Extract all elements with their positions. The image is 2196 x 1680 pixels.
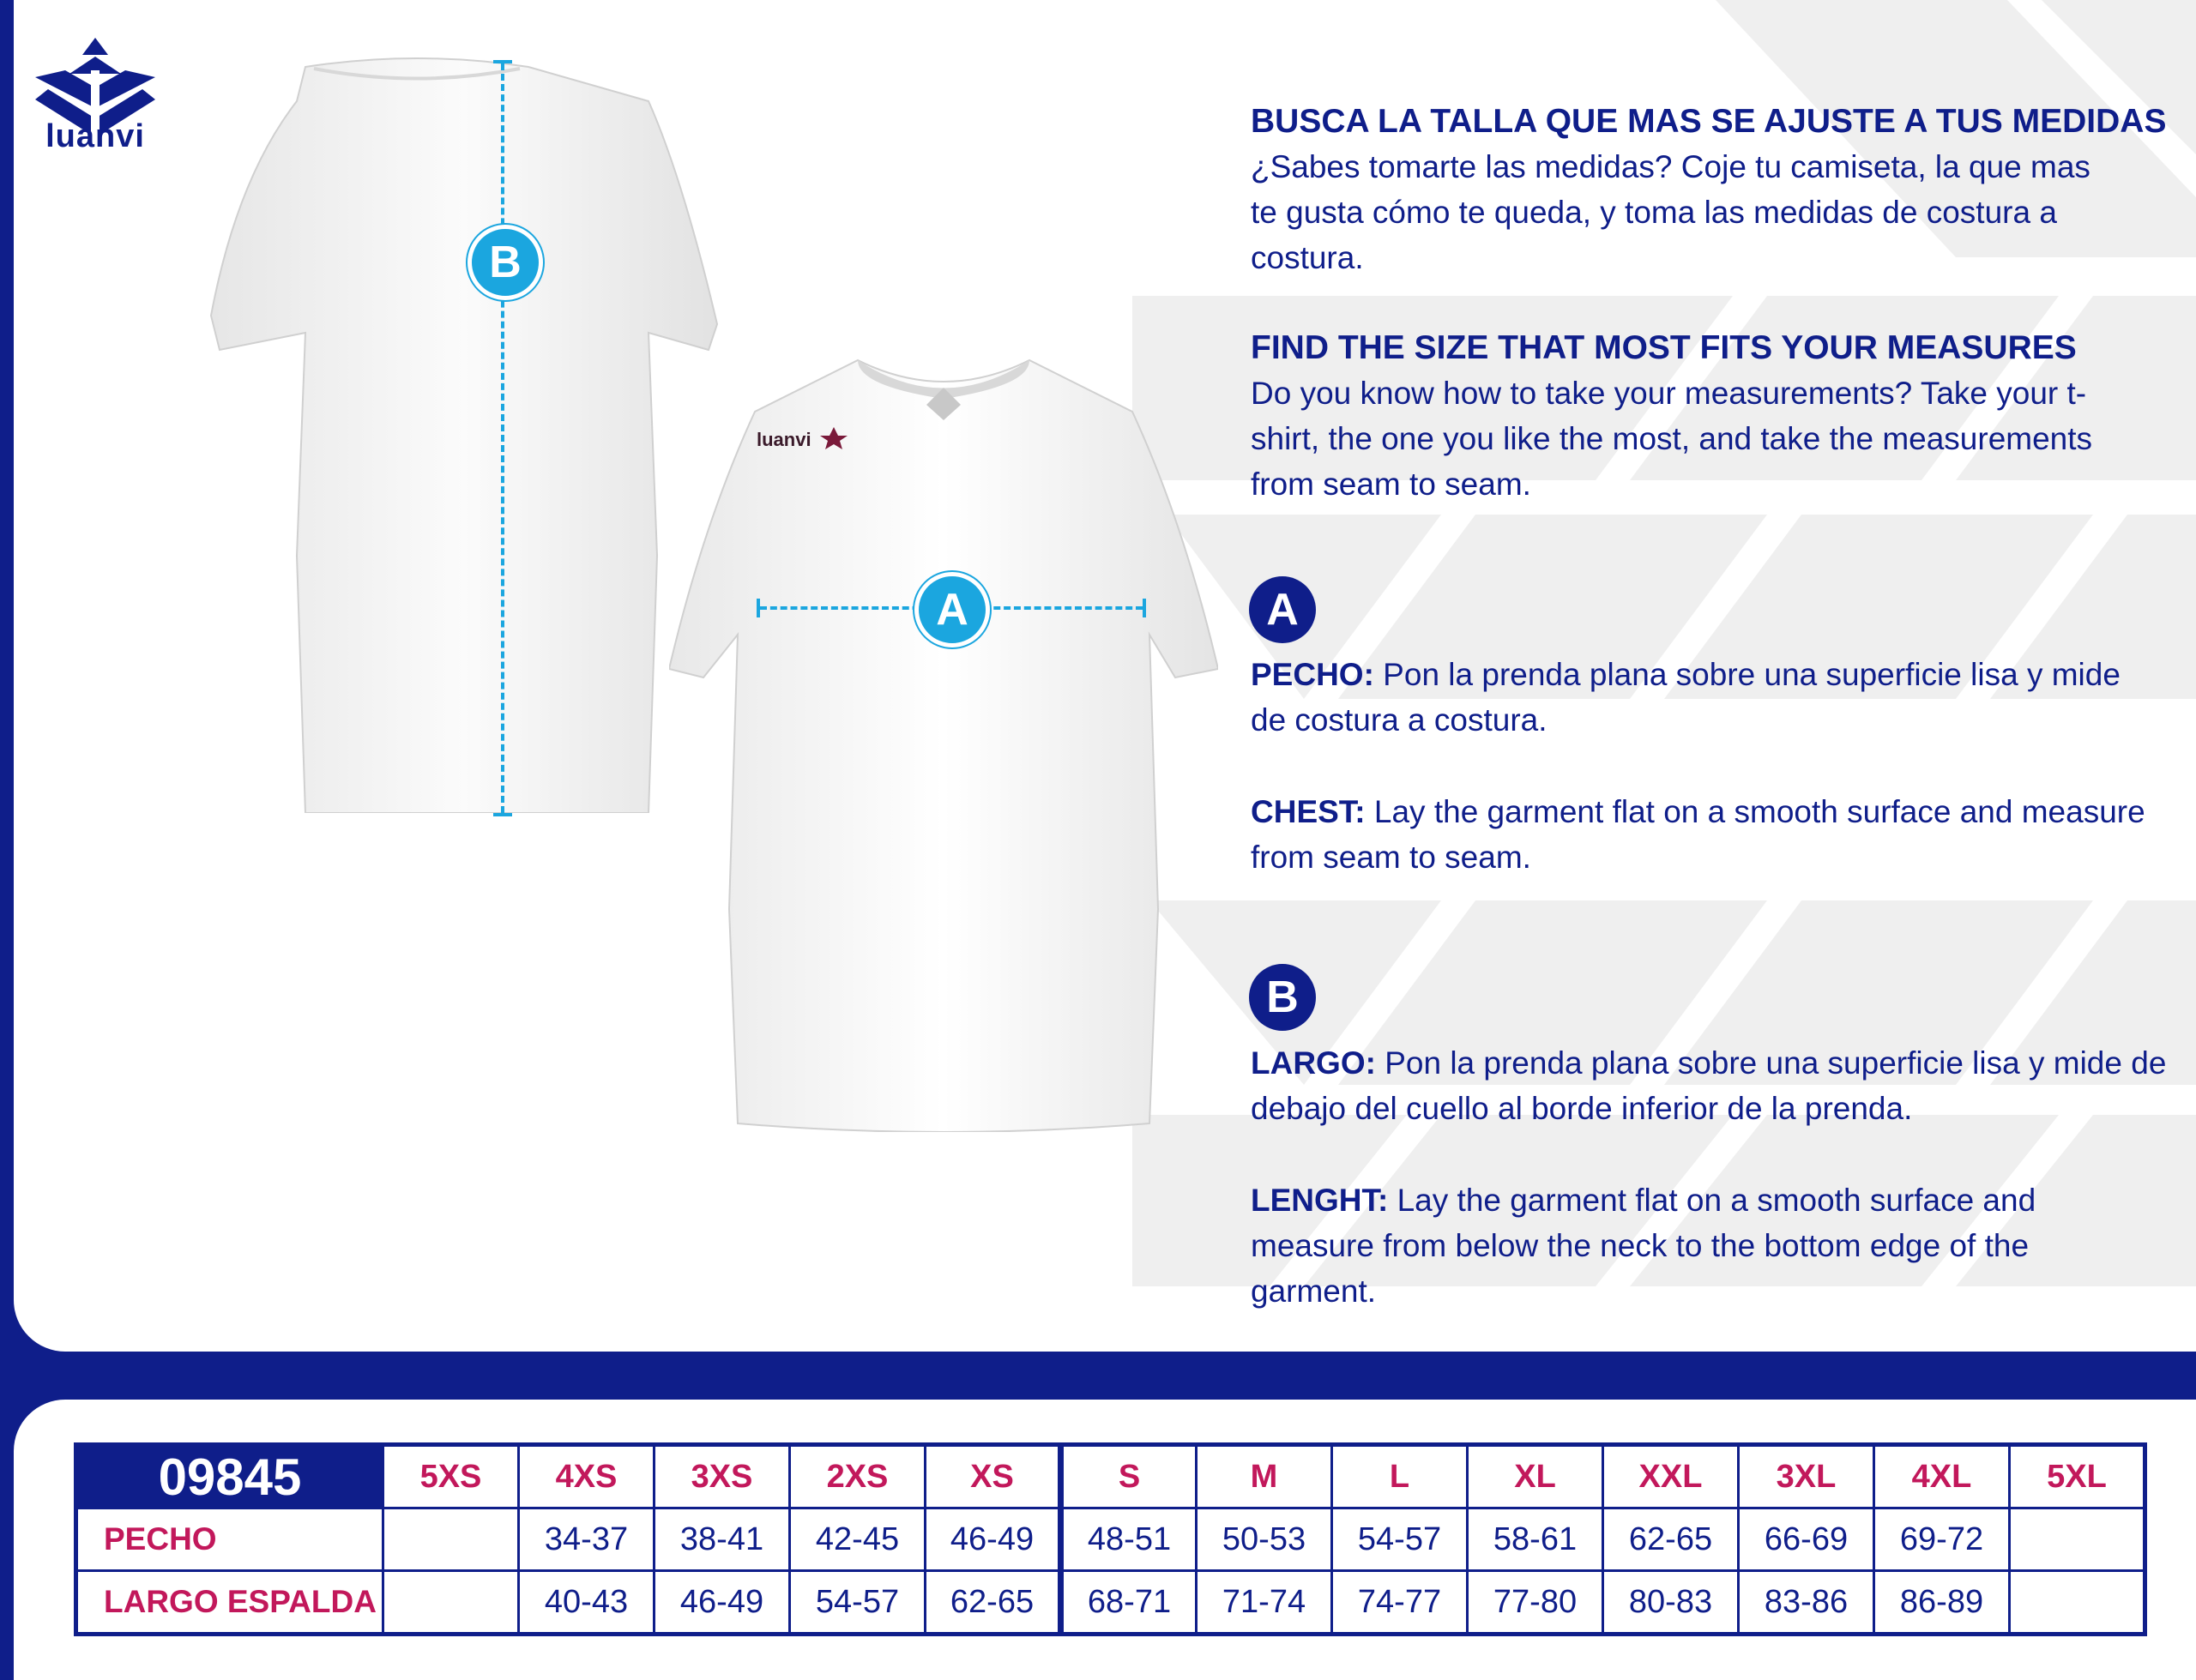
section-b-badge: B [1249, 964, 1316, 1031]
intro-en-heading: FIND THE SIZE THAT MOST FITS YOUR MEASURES [1251, 329, 2077, 366]
section-b-en-label: LENGHT: [1251, 1183, 1389, 1218]
measure-a-right-tick [1143, 599, 1146, 617]
size-header: XL [1468, 1445, 1603, 1508]
shirt-brand-label: luanvi [757, 429, 811, 450]
size-chart-table [74, 1442, 2147, 1636]
section-a-en-text: Lay the garment flat on a smooth surface and measure from seam to seam. [1251, 794, 2145, 875]
table-cell: 86-89 [1874, 1571, 2010, 1635]
table-cell [2010, 1508, 2145, 1571]
measure-b-line [501, 63, 504, 813]
table-cell: 83-86 [1739, 1571, 1874, 1635]
table-cell: 77-80 [1468, 1571, 1603, 1635]
size-header: S [1061, 1445, 1197, 1508]
row-label-largo-espalda: LARGO ESPALDA [76, 1571, 383, 1635]
size-header: M [1197, 1445, 1332, 1508]
table-cell: 80-83 [1603, 1571, 1739, 1635]
model-number: 09845 [76, 1445, 383, 1508]
size-header: L [1332, 1445, 1468, 1508]
table-cell: 38-41 [655, 1508, 790, 1571]
table-cell: 69-72 [1874, 1508, 2010, 1571]
table-cell: 42-45 [790, 1508, 926, 1571]
table-cell [2010, 1571, 2145, 1635]
table-cell: 68-71 [1061, 1571, 1197, 1635]
section-b-es [1251, 1040, 2177, 1131]
table-cell: 54-57 [1332, 1508, 1468, 1571]
table-cell: 58-61 [1468, 1508, 1603, 1571]
table-cell: 48-51 [1061, 1508, 1197, 1571]
table-cell: 74-77 [1332, 1571, 1468, 1635]
section-b-en-text: Lay the garment flat on a smooth surface and measure from below the neck to the bottom edge of the garment. [1251, 1183, 2036, 1309]
size-header-row [76, 1445, 2145, 1508]
table-cell: 66-69 [1739, 1508, 1874, 1571]
section-a-es [1251, 652, 2160, 743]
intro-en-body: Do you know how to take your measurements? Take your t-shirt, the one you like the most, and take the measurements from seam to seam. [1251, 376, 2093, 502]
section-a-es-label: PECHO: [1251, 657, 1374, 692]
size-header: 4XS [519, 1445, 655, 1508]
section-a-es-text: Pon la prenda plana sobre una superficie lisa y mide de costura a costura. [1251, 657, 2121, 738]
size-header: XXL [1603, 1445, 1739, 1508]
table-cell [383, 1508, 519, 1571]
size-header: 2XS [790, 1445, 926, 1508]
size-header: 5XL [2010, 1445, 2145, 1508]
brand-wordmark: luanvi [45, 118, 145, 154]
size-header: 3XS [655, 1445, 790, 1508]
badge-b-icon: B [468, 225, 543, 300]
intro-es-body: ¿Sabes tomarte las medidas? Coje tu camiseta, la que mas te gusta cómo te queda, y toma las medidas de costura a costura. [1251, 149, 2090, 275]
size-header: 3XL [1739, 1445, 1874, 1508]
measure-b-bottom-tick [493, 813, 512, 816]
table-cell: 46-49 [655, 1571, 790, 1635]
table-cell: 50-53 [1197, 1508, 1332, 1571]
table-cell: 54-57 [790, 1571, 926, 1635]
table-cell: 46-49 [926, 1508, 1061, 1571]
intro-es [1251, 99, 2177, 280]
table-cell: 71-74 [1197, 1571, 1332, 1635]
section-b-es-text: Pon la prenda plana sobre una superficie lisa y mide de debajo del cuello al borde inferior de la prenda. [1251, 1045, 2167, 1126]
section-a-en-label: CHEST: [1251, 794, 1366, 829]
section-a-badge: A [1249, 576, 1316, 643]
table-cell: 62-65 [926, 1571, 1061, 1635]
size-header: XS [926, 1445, 1061, 1508]
section-b-es-label: LARGO: [1251, 1045, 1376, 1081]
table-row-pecho [76, 1508, 2145, 1571]
intro-es-heading: BUSCA LA TALLA QUE MAS SE AJUSTE A TUS MEDIDAS [1251, 103, 2167, 140]
table-cell [383, 1571, 519, 1635]
frame-left-border [0, 0, 14, 1680]
tshirt-front-image [669, 352, 1218, 1132]
size-header: 4XL [1874, 1445, 2010, 1508]
badge-a-icon: A [914, 572, 990, 647]
frame-divider-band [0, 1352, 2196, 1400]
table-cell: 62-65 [1603, 1508, 1739, 1571]
intro-en [1251, 325, 2177, 507]
section-a-en [1251, 789, 2160, 880]
row-label-pecho: PECHO [76, 1508, 383, 1571]
table-cell: 40-43 [519, 1571, 655, 1635]
section-b-en [1251, 1177, 2160, 1314]
size-header: 5XS [383, 1445, 519, 1508]
table-row-largo-espalda [76, 1571, 2145, 1635]
table-cell: 34-37 [519, 1508, 655, 1571]
